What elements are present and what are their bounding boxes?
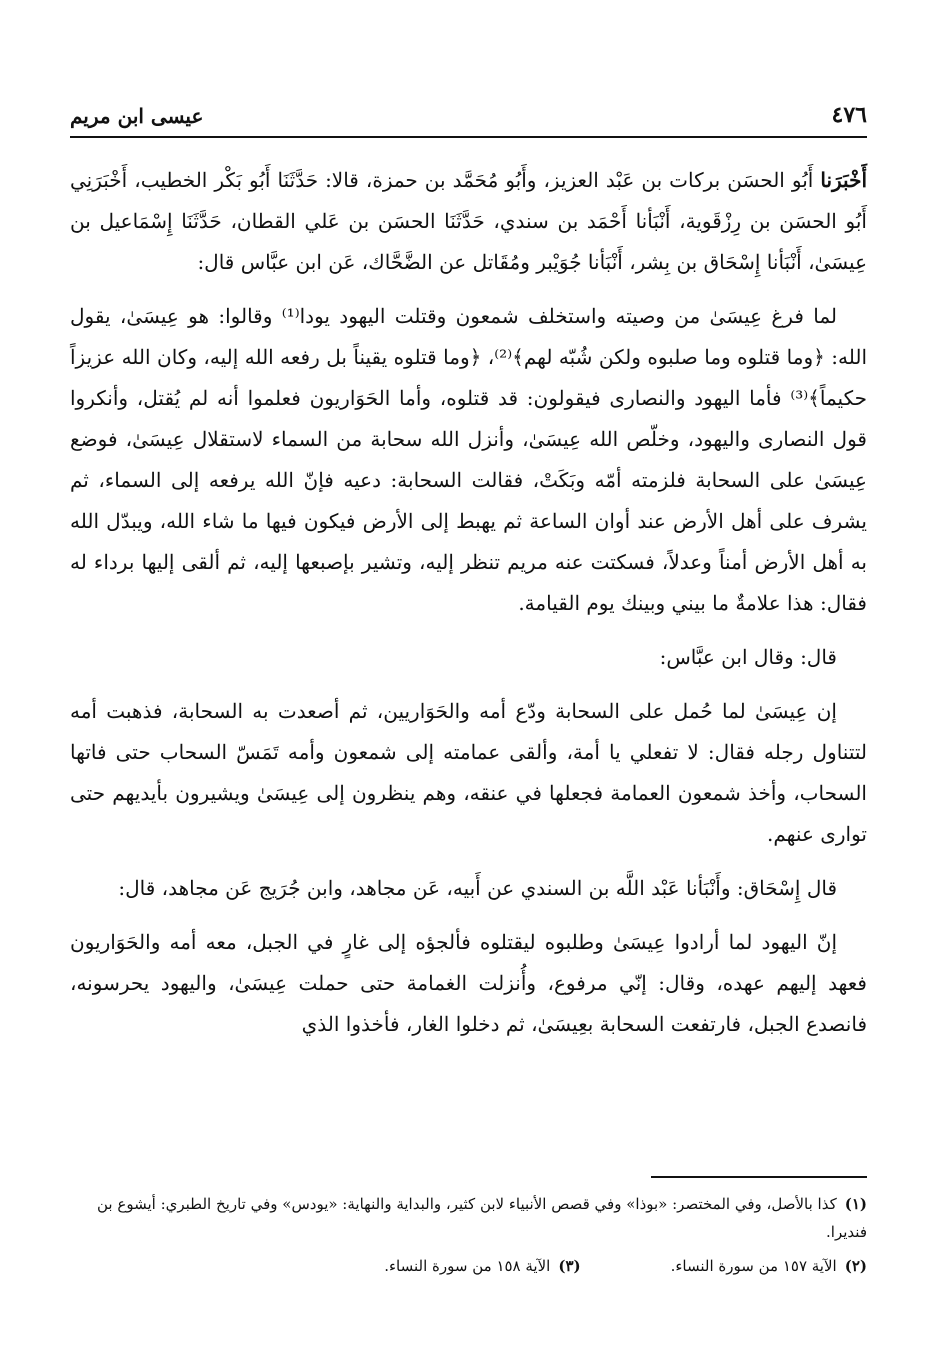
paragraph-narration-3: إنّ اليهود لما أرادوا عِيسَىٰ وطلبوه ليقتلوه فألجؤه إلى غارٍ في الجبل، معه أمه والحَوَاريون فعهد إليهم عهده، وقال: إنّي مرفوع، وأُنزلت الغمامة حتى حملت عِيسَىٰ، واليهود يحرسونه، فانصدع الجبل، فارتفعت السحابة بعِيسَىٰ، ثم دخلوا الغار، فأخذوا الذي bbox=[70, 930, 867, 1036]
footnote-row bbox=[70, 1252, 867, 1286]
paragraph-narration-2: إن عِيسَىٰ لما حُمل على السحابة ودّع أمه والحَوَاريين، ثم أصعدت به السحابة، فذهبت أمه لتتناول رجله فقال: لا تفعلي يا أمة، وألقى عمامته إلى شمعون وأمه تَمَسّ السحاب حتى فاتها السحاب، وأخذ شمعون العمامة فجعلها في عنقه، وهم ينظرون إلى عِيسَىٰ ويشيرون بأيديهم حتى توارى عنهم. bbox=[70, 699, 867, 846]
footnote-text: الآية ١٥٧ من سورة النساء. bbox=[670, 1257, 837, 1275]
running-title: عيسى ابن مريم bbox=[70, 104, 204, 128]
footnote-text: الآية ١٥٨ من سورة النساء. bbox=[384, 1257, 551, 1275]
footnote-marker: (١) bbox=[844, 1195, 867, 1213]
footnote-divider bbox=[651, 1176, 867, 1178]
page-header bbox=[70, 96, 867, 138]
paragraph-lead-word: أَخْبَرَنا bbox=[820, 168, 867, 192]
footnote-marker: (٢) bbox=[844, 1257, 867, 1275]
paragraph-text: أَبُو الحسَن بركات بن عَبْد العزيز، وأَبُو مُحَمَّد بن حمزة، قالا: حَدَّثَنَا أَبُو بَكْر الخطيب، أَخْبَرَنِي أَبُو الحسَن بن رِزْقَوية، أَنْبَأنا أَحْمَد بن سندي، حَدَّثَنَا الحسَن بن عَلي القطان، حَدَّثَنَا إِسْمَاعيل بن عِيسَىٰ، أَنْبَأنا إِسْحَاق بن بِشر، أَنْبَأنا جُوَيْبر ومُقَاتل عن الضَّحَّاك، عَن ابن عبَّاس قال: bbox=[70, 168, 867, 274]
paragraph-isnad-2: قال: وقال ابن عبَّاس: bbox=[659, 645, 837, 669]
footnote-text: كذا بالأصل، وفي المختصر: «بوذا» وفي قصص الأنبياء لابن كثير، والبداية والنهاية: «يودس» وفي تاريخ الطبري: أيشوع بن فنديرا. bbox=[97, 1195, 867, 1241]
footnotes bbox=[70, 1190, 867, 1286]
paragraph-isnad-1 bbox=[70, 160, 867, 283]
footnote-1 bbox=[70, 1190, 867, 1246]
footnote-2 bbox=[671, 1252, 867, 1280]
page-number: ٤٧٦ bbox=[831, 102, 867, 128]
footnote-3 bbox=[384, 1252, 580, 1280]
paragraph-narration-1: لما فرغ عِيسَىٰ من وصيته واستخلف شمعون وقتلت اليهود يودا⁽¹⁾ وقالوا: هو عِيسَىٰ، يقول الله: ﴿وما قتلوه وما صلبوه ولكن شُبّه لهم﴾⁽²⁾، ﴿وما قتلوه يقيناً بل رفعه الله إليه، وكان الله عزيزاً حكيماً﴾⁽³⁾ فأما اليهود والنصارى فيقولون: قد قتلوه، وأما الحَوَاريون فعلموا أنه لم يُقتل، وأنكروا قول النصارى واليهود، وخلّص الله عِيسَىٰ، وأنزل الله سحابة من السماء لاستقلال عِيسَىٰ، فوضع عِيسَىٰ على السحابة فلزمته أمّه وبَكَتْ، فقالت السحابة: دعيه فإنّ الله يرفعه إلى السماء، ثم يشرف على أهل الأرض عند أوان الساعة ثم يهبط إلى الأرض فيكون فيها ما شاء الله، ويبدّل الله به أهل الأرض أمناً وعدلاً، فسكتت عنه مريم تنظر إليه، وتشير بإصبعها إليه، ثم ألقى إليها برداء له فقال: هذا علامةٌ ما بيني وبينك يوم القيامة. bbox=[70, 304, 867, 615]
body-text bbox=[70, 160, 867, 1058]
paragraph-isnad-3: قال إِسْحَاق: وأَنْبَأنا عَبْد اللَّه بن السندي عن أَبيه، عَن مجاهد، وابن جُرَيج عَن مجاهد، قال: bbox=[118, 876, 837, 900]
footnote-marker: (٣) bbox=[558, 1257, 581, 1275]
